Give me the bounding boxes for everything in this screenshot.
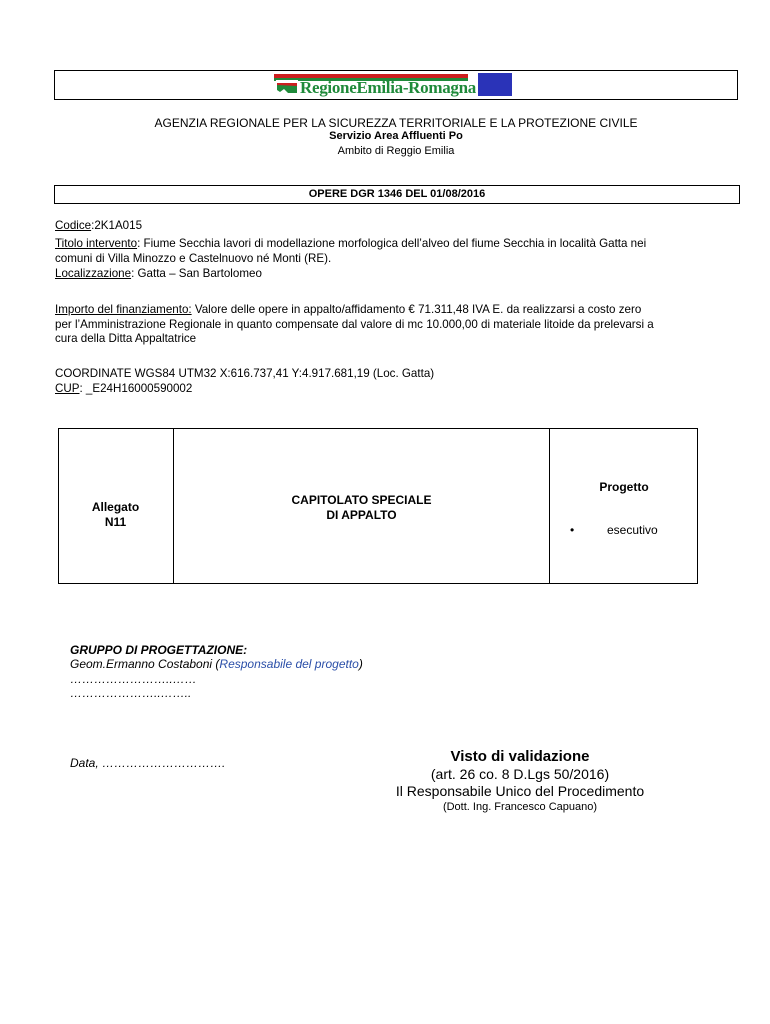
cup-value: : _E24H16000590002 xyxy=(79,382,193,395)
codice-line xyxy=(55,218,735,233)
member-close: ) xyxy=(358,657,363,671)
member-name: Geom.Ermanno Costaboni ( xyxy=(70,657,220,671)
capitolato-title-line1: CAPITOLATO SPECIALE xyxy=(291,493,432,507)
allegato-label: Allegato xyxy=(91,500,140,514)
importo-line3: cura della Ditta Appaltatrice xyxy=(55,332,197,345)
bullet-icon: • xyxy=(570,523,575,537)
progetto-item: esecutivo xyxy=(607,523,658,537)
codice-value: :2K1A015 xyxy=(91,219,143,232)
signature-placeholder: …………………..…….. xyxy=(70,686,192,700)
capitolato-title-line2: DI APPALTO xyxy=(326,508,397,522)
signature-placeholder: ……………………..…… xyxy=(70,672,197,686)
localizzazione-line xyxy=(55,266,735,281)
agency-name: AGENZIA REGIONALE PER LA SICUREZZA TERRITORIALE E LA PROTEZIONE CIVILE xyxy=(154,116,638,130)
capitolato-cell xyxy=(174,493,549,523)
progetto-label: Progetto xyxy=(599,480,649,494)
region-emblem-icon xyxy=(276,80,298,96)
eu-flag-icon xyxy=(478,73,512,96)
table-divider xyxy=(549,428,550,584)
allegato-cell xyxy=(58,500,173,530)
visto-article: (art. 26 co. 8 D.Lgs 50/2016) xyxy=(430,766,610,782)
titolo-label: Titolo intervento xyxy=(55,237,138,250)
importo-value: Valore delle opere in appalto/affidamento € 71.311,48 IVA E. da realizzarsi a costo zero xyxy=(191,303,642,316)
opere-title: OPERE DGR 1346 DEL 01/08/2016 xyxy=(308,188,486,200)
visto-title: Visto di validazione xyxy=(450,748,590,765)
codice-label: Codice xyxy=(55,219,92,232)
importo-label: Importo del finanziamento: xyxy=(55,303,192,316)
localizzazione-label: Localizzazione xyxy=(55,267,132,280)
ambito-name: Ambito di Reggio Emilia xyxy=(337,145,455,157)
gruppo-member xyxy=(70,657,363,671)
region-logo-text: RegioneEmilia-Romagna xyxy=(300,78,476,97)
coordinate-line: COORDINATE WGS84 UTM32 X:616.737,41 Y:4.917.681,19 (Loc. Gatta) xyxy=(55,367,435,380)
date-field: Data, …………………………. xyxy=(70,756,226,770)
member-role: Responsabile del progetto xyxy=(219,657,359,671)
cup-label: CUP xyxy=(55,382,80,395)
titolo-line2: comuni di Villa Minozzo e Castelnuovo né Monti (RE). xyxy=(55,252,332,265)
titolo-line1 xyxy=(55,236,735,251)
gruppo-title: GRUPPO DI PROGETTAZIONE: xyxy=(70,643,248,657)
localizzazione-value: : Gatta – San Bartolomeo xyxy=(131,267,262,280)
cup-line xyxy=(55,381,735,396)
allegato-number: N11 xyxy=(104,515,127,529)
importo-line2: per l’Amministrazione Regionale in quanto compensate dal valore di mc 10.000,00 di materiale litoide da prelevarsi a xyxy=(55,318,654,331)
titolo-value: : Fiume Secchia lavori di modellazione morfologica dell’alveo del fiume Secchia in località Gatta nei xyxy=(137,237,647,250)
rup-title: Il Responsabile Unico del Procedimento xyxy=(395,783,645,799)
importo-line1 xyxy=(55,302,735,317)
rup-name: (Dott. Ing. Francesco Capuano) xyxy=(442,801,598,813)
service-name: Servizio Area Affluenti Po xyxy=(329,130,463,142)
